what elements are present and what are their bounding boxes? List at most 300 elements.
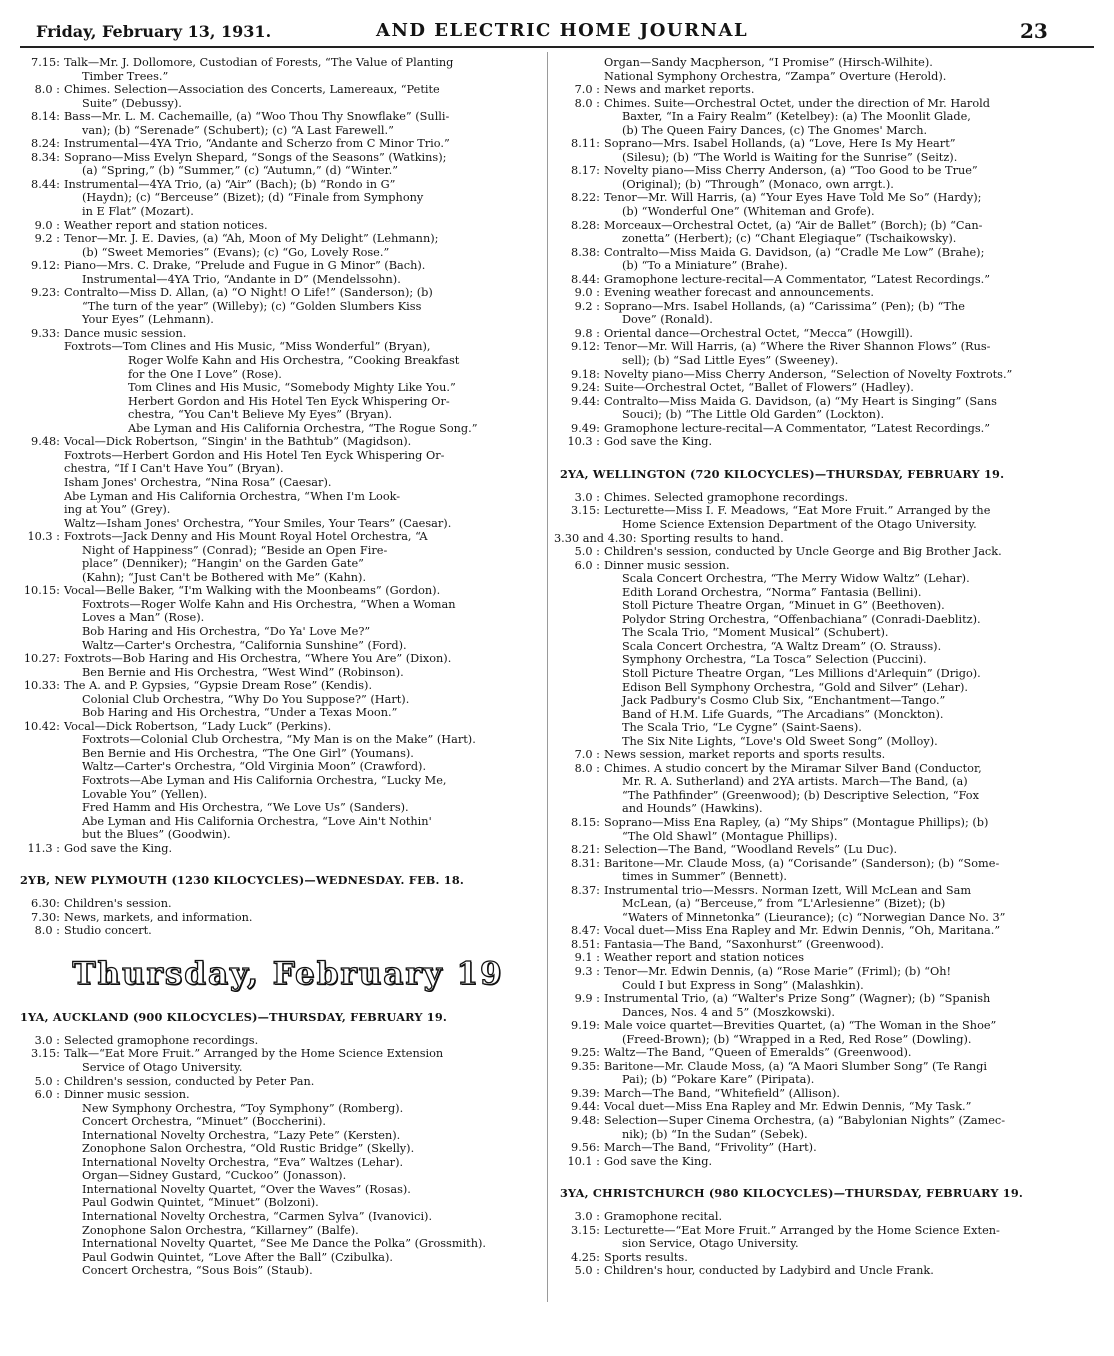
entry-line: Could I but Express in Song” (Malashkin). — [622, 978, 864, 992]
schedule-entry — [14, 178, 542, 219]
day-heading: Thursday, February 19 — [72, 955, 504, 992]
entry-line: Band of H.M. Life Guards, “The Arcadians” (Monckton). — [622, 707, 944, 721]
entry-text — [600, 938, 1100, 952]
schedule-entry — [554, 1046, 1100, 1060]
header-title: AND ELECTRIC HOME JOURNAL — [376, 20, 749, 41]
entry-time: 9.9 : — [574, 992, 600, 1006]
entry-line: Home Science Extension Department of the Otago University. — [622, 517, 977, 531]
entry-text — [600, 545, 1100, 559]
entry-line: Instrumental trio—Messrs. Norman Izett, Will McLean and Sam — [604, 883, 972, 897]
entry-line: Service of Otago University. — [82, 1061, 243, 1074]
entry-line: Dinner music session. — [604, 558, 730, 572]
entry-line: Selection—Super Cinema Orchestra, (a) “Babylonian Nights” (Zamec- — [604, 1114, 1006, 1128]
schedule-entry — [554, 884, 1100, 925]
entry-text — [600, 1210, 1100, 1224]
entry-line: place” (Denniker); “Hangin' on the Garden Gate” — [82, 557, 364, 571]
entry-line: Lovable You” (Yellen). — [82, 787, 208, 801]
entry-time: 8.28: — [571, 218, 600, 232]
schedule-entry — [554, 381, 1100, 395]
entry-text — [600, 924, 1100, 938]
entry-line: Children's hour, conducted by Ladybird and Uncle Frank. — [604, 1264, 934, 1278]
schedule-entry — [554, 938, 1100, 952]
entry-text — [60, 584, 542, 652]
entry-line: Baxter, “In a Fairy Realm” (Ketelbey): (a) The Moonlit Glade, — [622, 110, 971, 124]
entry-line: March—The Band, “Frivolity” (Hart). — [604, 1141, 817, 1155]
entry-line: (Original); (b) “Through” (Monaco, own arrgt.). — [622, 177, 894, 191]
entry-line: Morceaux—Orchestral Octet, (a) “Air de Ballet” (Borch); (b) “Can- — [604, 218, 983, 232]
schedule-entry — [554, 368, 1100, 382]
column-divider — [547, 52, 548, 1302]
entry-time: 8.38: — [571, 245, 600, 259]
schedule-entry — [554, 1087, 1100, 1101]
entry-line: International Novelty Orchestra, “Eva” Waltzes (Lehar). — [82, 1155, 404, 1169]
listing-line: Herbert Gordon and His Hotel Ten Eyck Whispering Or- — [128, 394, 450, 408]
station-1ya-schedule — [14, 1034, 542, 1278]
entry-line: Instrumental Trio, (a) “Walter's Prize Song” (Wagner); (b) “Spanish — [604, 992, 991, 1006]
entry-time: 9.56: — [571, 1141, 600, 1155]
listing-line: Roger Wolfe Kahn and His Orchestra, “Cooking Breakfast — [128, 354, 460, 368]
entry-line: but the Blues” (Goodwin). — [82, 828, 231, 842]
entry-line: The Scala Trio, “Le Cygne” (Saint-Saens). — [622, 721, 862, 735]
entry-line: Vocal duet—Miss Ena Rapley and Mr. Edwin Dennis, “My Task.” — [604, 1100, 972, 1114]
schedule-entry — [554, 504, 1100, 531]
entry-line: Vocal—Dick Robertson, “Singin' in the Bathtub” (Magidson). — [64, 435, 412, 449]
entry-text — [600, 191, 1100, 218]
entry-text — [600, 816, 1100, 843]
entry-line: The A. and P. Gypsies, “Gypsie Dream Rose” (Kendis). — [64, 679, 373, 693]
entry-line: Colonial Club Orchestra, “Why Do You Suppose?” (Hart). — [82, 692, 410, 706]
entry-line: Vocal—Belle Baker, “I'm Walking with the Moonbeams” (Gordon). — [64, 584, 441, 598]
schedule-entry — [554, 97, 1100, 138]
listing-line: Waltz—Isham Jones' Orchestra, “Your Smiles, Your Tears” (Caesar). — [64, 516, 452, 530]
entry-line: Instrumental—4YA Trio, (a) “Air” (Bach); (b) “Rondo in G” — [64, 177, 396, 191]
schedule-entry — [554, 435, 1100, 449]
entry-text — [600, 1264, 1100, 1278]
entry-line: (Silesu); (b) “The World is Waiting for the Sunrise” (Seitz). — [622, 150, 958, 164]
schedule-entry — [554, 1264, 1100, 1278]
entry-line: Sporting results to hand. — [640, 531, 784, 545]
listing-line: National Symphony Orchestra, “Zampa” Overture (Herold). — [604, 69, 947, 83]
schedule-entry — [554, 164, 1100, 191]
entry-line: Foxtrots—Abe Lyman and His California Orchestra, “Lucky Me, — [82, 773, 447, 787]
entry-line: Dances, Nos. 4 and 5” (Moszkowski). — [622, 1005, 835, 1019]
entry-line: The Six Nite Lights, “Love's Old Sweet Song” (Molloy). — [622, 734, 938, 748]
entry-text — [600, 137, 1100, 164]
entry-text — [600, 286, 1100, 300]
entry-line: News and market reports. — [604, 83, 755, 97]
entry-line: sion Service, Otago University. — [622, 1237, 799, 1251]
entry-time: 9.3 : — [574, 965, 600, 978]
schedule-entry — [14, 679, 542, 720]
schedule-entry — [554, 137, 1100, 164]
schedule-entry — [554, 992, 1100, 1019]
entry-line: International Novelty Quartet, “See Me Dance the Polka” (Grossmith). — [82, 1237, 486, 1251]
entry-time: 9.24: — [571, 381, 600, 395]
entry-line: Piano—Mrs. C. Drake, “Prelude and Fugue in G Minor” (Bach). — [64, 259, 426, 273]
schedule-entry — [554, 327, 1100, 341]
entry-line: Loves a Man” (Rose). — [82, 611, 205, 625]
schedule-entry — [554, 286, 1100, 300]
entry-time: 9.2 : — [34, 232, 60, 246]
entry-text — [60, 110, 542, 137]
schedule-entry — [14, 924, 542, 938]
entry-line: Suite—Orchestral Octet, “Ballet of Flowers” (Hadley). — [604, 381, 914, 395]
entry-line: Chimes. Selection—Association des Concerts, Lamereaux, “Petite — [64, 83, 440, 97]
entry-line: Paul Godwin Quintet, “Minuet” (Bolzoni). — [82, 1196, 319, 1210]
schedule-entry — [14, 110, 542, 137]
entry-time: 5.0 : — [574, 1264, 600, 1278]
entry-time: 8.21: — [571, 843, 600, 857]
entry-time: 8.22: — [571, 191, 600, 205]
foxtrot-listing-1 — [14, 340, 542, 435]
schedule-entry — [554, 532, 1100, 546]
entry-line: God save the King. — [604, 1154, 713, 1168]
entry-time: 6.0 : — [34, 1088, 60, 1102]
entry-line: Dance music session. — [64, 326, 187, 340]
entry-line: sell); (b) “Sad Little Eyes” (Sweeney). — [622, 354, 839, 368]
schedule-entry — [554, 857, 1100, 884]
schedule-entry — [554, 273, 1100, 287]
station-heading-2yb: 2YB, NEW PLYMOUTH (1230 KILOCYCLES)—WEDNESDAY. FEB. 18. — [20, 873, 465, 888]
entry-line: Contralto—Miss Maida G. Davidson, (a) “My Heart is Singing” (Sans — [604, 394, 997, 408]
program-block-2b — [14, 449, 542, 530]
entry-line: Tenor—Mr. Will Harris, (a) “Your Eyes Have Told Me So” (Hardy); — [604, 191, 982, 205]
schedule-entry — [14, 232, 542, 259]
entry-time: 8.0 : — [34, 924, 60, 938]
entry-text — [60, 720, 542, 842]
station-2yb-schedule — [14, 897, 542, 938]
entry-time: 10.3 : — [567, 435, 600, 449]
entry-line: God save the King. — [604, 435, 713, 449]
entry-text — [600, 762, 1100, 816]
schedule-entry — [14, 652, 542, 679]
entry-time: 9.44: — [571, 1100, 600, 1114]
entry-text — [600, 300, 1100, 327]
station-heading-1ya: 1YA, AUCKLAND (900 KILOCYCLES)—THURSDAY, FEBRUARY 19. — [20, 1009, 448, 1024]
entry-text — [600, 1224, 1100, 1251]
entry-line: zonetta” (Herbert); (c) “Chant Elegiaque” (Tschaikowsky). — [622, 232, 957, 246]
schedule-entry — [554, 340, 1100, 367]
entry-line: Oriental dance—Orchestral Octet, “Mecca” (Howgill). — [604, 326, 914, 340]
entry-line: Instrumental—4YA Trio, “Andante and Scherzo from C Minor Trio.” — [64, 137, 450, 151]
entry-line: News session, market reports and sports results. — [604, 748, 886, 762]
foxtrot-lines — [14, 354, 542, 435]
entry-line: “Waters of Minnetonka” (Lieurance); (c) “Norwegian Dance No. 3” — [622, 910, 1006, 924]
entry-time: 6.0 : — [574, 558, 600, 572]
header-date: Friday, February 13, 1931. — [36, 22, 272, 41]
entry-line: Chimes. Selected gramophone recordings. — [604, 490, 849, 504]
entry-text — [60, 286, 542, 327]
entry-line: Talk—Mr. J. Dollomore, Custodian of Forests, “The Value of Planting — [64, 56, 454, 69]
entry-line: Soprano—Mrs. Isabel Hollands, (a) “Carissima” (Pen); (b) “The — [604, 299, 965, 313]
entry-time: 9.0 : — [574, 286, 600, 300]
station-2ya-schedule — [554, 491, 1100, 1168]
entry-text — [600, 1046, 1100, 1060]
entry-time: 8.14: — [31, 110, 60, 124]
entry-line: Baritone—Mr. Claude Moss, (a) “A Maori Slumber Song” (Te Rangi — [604, 1059, 988, 1073]
entry-text — [60, 652, 542, 679]
entry-time: 8.44: — [31, 177, 60, 191]
listing-line: Abe Lyman and His California Orchestra, “When I'm Look- — [64, 489, 401, 503]
entry-line: Tenor—Mr. J. E. Davies, (a) “Ah, Moon of My Delight” (Lehmann); — [64, 232, 439, 246]
entry-time: 8.34: — [31, 150, 60, 164]
schedule-entry — [554, 300, 1100, 327]
entry-line: Scala Concert Orchestra, “The Merry Widow Waltz” (Lehar). — [622, 572, 970, 586]
entry-text — [600, 951, 1100, 965]
schedule-entry — [14, 327, 542, 341]
entry-line: van); (b) “Serenade” (Schubert); (c) “A Last Farewell.” — [82, 123, 394, 137]
listing-line: chestra, “If I Can't Have You” (Bryan). — [64, 462, 284, 476]
entry-line: Stoll Picture Theatre Organ, “Les Millions d'Arlequin” (Drigo). — [622, 666, 981, 680]
schedule-entry — [14, 720, 542, 842]
entry-line: Instrumental—4YA Trio, “Andante in D” (Mendelssohn). — [82, 272, 401, 286]
entry-line: Weather report and station notices — [604, 951, 805, 965]
entry-text — [600, 884, 1100, 925]
schedule-entry — [554, 748, 1100, 762]
entry-line: McLean, (a) “Berceuse,” from “L'Arlesienne” (Bizet); (b) — [622, 897, 946, 911]
entry-text — [60, 897, 542, 911]
schedule-entry — [14, 842, 542, 856]
entry-line: Selected gramophone recordings. — [64, 1033, 259, 1047]
entry-text — [60, 83, 542, 110]
entry-line: Contralto—Miss D. Allan, (a) “O Night! O Life!” (Sanderson); (b) — [64, 286, 433, 300]
schedule-entry — [554, 965, 1100, 992]
schedule-entry — [554, 246, 1100, 273]
entry-text — [60, 232, 542, 259]
entry-time: 10.27: — [23, 652, 60, 666]
schedule-entry — [14, 151, 542, 178]
schedule-entry — [554, 1019, 1100, 1046]
schedule-entry — [554, 559, 1100, 749]
entry-line: March—The Band, “Whitefield” (Allison). — [604, 1086, 840, 1100]
schedule-entry — [14, 1047, 542, 1074]
entry-time: 10.33: — [23, 679, 60, 693]
entry-line: News, markets, and information. — [64, 910, 253, 924]
entry-time: 9.48: — [31, 435, 60, 449]
entry-line: Evening weather forecast and announcements. — [604, 286, 875, 300]
entry-text — [60, 137, 542, 151]
entry-line: Organ—Sidney Gustard, “Cuckoo” (Jonasson). — [82, 1169, 347, 1183]
schedule-entry — [14, 911, 542, 925]
entry-line: Zonophone Salon Orchestra, “Old Rustic Bridge” (Skelly). — [82, 1142, 415, 1156]
entry-line: Souci); (b) “The Little Old Garden” (Lockton). — [622, 408, 885, 422]
entry-line: Dinner music session. — [64, 1088, 190, 1102]
entry-time: 7.30: — [31, 910, 60, 924]
entry-line: Novelty piano—Miss Cherry Anderson, “Selection of Novelty Foxtrots.” — [604, 367, 1013, 381]
entry-text — [600, 422, 1100, 436]
entry-text — [600, 1019, 1100, 1046]
entry-line: Waltz—Carter's Orchestra, “Old Virginia Moon” (Crawford). — [82, 760, 427, 774]
entry-line: Edison Bell Symphony Orchestra, “Gold and Silver” (Lehar). — [622, 680, 969, 694]
entry-time: 3.15: — [31, 1047, 60, 1061]
entry-time: 7.0 : — [574, 748, 600, 762]
entry-line: The Scala Trio, “Moment Musical” (Schubert). — [622, 626, 889, 640]
entry-text — [600, 504, 1100, 531]
entry-time: 3.15: — [571, 1223, 600, 1237]
entry-line: “The Pathfinder” (Greenwood); (b) Descriptive Selection, “Fox — [622, 788, 979, 802]
entry-line: Foxtrots—Bob Haring and His Orchestra, “Where You Are” (Dixon). — [64, 652, 452, 666]
entry-line: nik); (b) “In the Sudan” (Sebek). — [622, 1127, 808, 1141]
entry-line: Children's session, conducted by Peter Pan. — [64, 1074, 315, 1088]
entry-time: 8.44: — [571, 272, 600, 286]
entry-line: Lecturette—“Eat More Fruit.” Arranged by the Home Science Exten- — [604, 1223, 1000, 1237]
entry-text — [600, 246, 1100, 273]
entry-line: Lecturette—Miss I. F. Meadows, “Eat More Fruit.” Arranged by the — [604, 504, 991, 518]
entry-line: Pai); (b) “Pokare Kare” (Piripata). — [622, 1073, 815, 1087]
entry-time: 9.18: — [571, 367, 600, 381]
entry-time: 9.23: — [31, 286, 60, 300]
schedule-entry — [554, 1114, 1100, 1141]
entry-text — [60, 530, 542, 584]
entry-line: Male voice quartet—Brevities Quartet, (a) “The Woman in the Shoe” — [604, 1019, 997, 1033]
listing-line: Tom Clines and His Music, “Somebody Mighty Like You.” — [128, 381, 456, 395]
listing-line: for the One I Love” (Rose). — [128, 367, 282, 381]
entry-line: Bob Haring and His Orchestra, “Do Ya' Love Me?” — [82, 624, 371, 638]
entry-line: Dove” (Ronald). — [622, 313, 713, 327]
schedule-entry — [554, 1060, 1100, 1087]
entry-line: Foxtrots—Colonial Club Orchestra, “My Man is on the Make” (Hart). — [82, 733, 476, 747]
entry-line: Gramophone lecture-recital—A Commentator, “Latest Recordings.” — [604, 272, 991, 286]
entry-text — [600, 340, 1100, 367]
entry-text — [600, 1114, 1100, 1141]
schedule-entry — [14, 1075, 542, 1089]
entry-text — [600, 559, 1100, 749]
entry-time: 9.12: — [31, 259, 60, 273]
entry-time: 3.0 : — [574, 1210, 600, 1224]
schedule-entry — [14, 530, 542, 584]
entry-text — [600, 1100, 1100, 1114]
schedule-entry — [554, 951, 1100, 965]
entry-text — [600, 164, 1100, 191]
entry-text — [600, 1155, 1100, 1169]
entry-line: Fantasia—The Band, “Saxonhurst” (Greenwood). — [604, 937, 884, 951]
station-3ya-schedule — [554, 1210, 1100, 1278]
entry-text — [60, 219, 542, 233]
schedule-entry — [554, 1100, 1100, 1114]
entry-time: 9.8 : — [574, 326, 600, 340]
entry-text — [600, 748, 1100, 762]
entry-line: Night of Happiness” (Conrad); “Beside an Open Fire- — [82, 543, 388, 557]
entry-line: Vocal—Dick Robertson, “Lady Luck” (Perkins). — [64, 719, 332, 733]
schedule-entry — [554, 816, 1100, 843]
schedule-entry — [14, 219, 542, 233]
schedule-entry — [14, 1034, 542, 1048]
entry-line: Abe Lyman and His California Orchestra, “Love Ain't Nothin' — [82, 814, 432, 828]
entry-time: 9.39: — [571, 1086, 600, 1100]
entry-text — [600, 219, 1100, 246]
entry-line: (b) “Sweet Memories” (Evans); (c) “Go, Lovely Rose.” — [82, 245, 390, 259]
entry-text — [60, 842, 542, 856]
schedule-entry — [14, 897, 542, 911]
entry-text — [600, 395, 1100, 422]
entry-time: 7.0 : — [574, 83, 600, 97]
entry-line: Talk—“Eat More Fruit.” Arranged by the Home Science Extension — [64, 1047, 444, 1061]
entry-time: 9.25: — [571, 1046, 600, 1060]
entry-line: Foxtrots—Roger Wolfe Kahn and His Orchestra, “When a Woman — [82, 597, 456, 611]
schedule-entry — [554, 191, 1100, 218]
schedule-entry — [554, 422, 1100, 436]
entry-time: 8.0 : — [574, 761, 600, 775]
right-column — [554, 56, 1100, 1346]
foxtrot-lead: Foxtrots—Tom Clines and His Music, “Miss Wonderful” (Bryan), — [64, 340, 431, 354]
schedule-entry — [554, 762, 1100, 816]
entry-time: 10.15: — [23, 584, 60, 598]
entry-line: Chimes. A studio concert by the Miramar Silver Band (Conductor, — [604, 761, 982, 775]
page-number: 23 — [1020, 19, 1048, 43]
entry-time: 8.51: — [571, 937, 600, 951]
entry-time: 8.11: — [571, 137, 600, 151]
entry-text — [60, 911, 542, 925]
page-header — [0, 0, 1114, 44]
entry-text — [600, 368, 1100, 382]
entry-line: Bob Haring and His Orchestra, “Under a Texas Moon.” — [82, 706, 398, 720]
header-rule — [20, 46, 1094, 48]
schedule-entry — [14, 56, 542, 83]
entry-line: Polydor String Orchestra, “Offenbachiana” (Conradi-Daeblitz). — [622, 612, 981, 626]
entry-line: International Novelty Orchestra, “Lazy Pete” (Kersten). — [82, 1128, 401, 1142]
program-block-3 — [14, 530, 542, 855]
entry-line: Mr. R. A. Sutherland) and 2YA artists. March—The Band, (a) — [622, 775, 968, 789]
schedule-entry — [14, 286, 542, 327]
entry-line: Selection—The Band, “Woodland Revels” (Lu Duc). — [604, 843, 898, 857]
schedule-entry — [554, 219, 1100, 246]
schedule-entry — [554, 545, 1100, 559]
entry-line: Tenor—Mr. Edwin Dennis, (a) “Rose Marie” (Friml); (b) “Oh! — [604, 965, 952, 978]
entry-text — [60, 1047, 542, 1074]
entry-line: Stoll Picture Theatre Organ, “Minuet in G” (Beethoven). — [622, 599, 945, 613]
entry-line: (b) The Queen Fairy Dances, (c) The Gnomes' March. — [622, 123, 928, 137]
entry-time: 5.0 : — [574, 545, 600, 559]
entry-line: New Symphony Orchestra, “Toy Symphony” (Romberg). — [82, 1101, 404, 1115]
program-block-right-1 — [554, 83, 1100, 449]
schedule-entry — [554, 1251, 1100, 1265]
entry-time: 10.3 : — [27, 530, 60, 544]
entry-line: in E Flat” (Mozart). — [82, 205, 194, 219]
entry-line: Tenor—Mr. Will Harris, (a) “Where the River Shannon Flows” (Rus- — [604, 340, 991, 354]
continued-lines — [554, 56, 1100, 83]
schedule-entry — [554, 83, 1100, 97]
entry-time: 8.17: — [571, 164, 600, 178]
entry-time: 6.30: — [31, 897, 60, 911]
program-block-1 — [14, 56, 542, 340]
entry-line: (Freed-Brown); (b) “Wrapped in a Red, Red Rose” (Dowling). — [622, 1032, 972, 1046]
entry-time: 8.0 : — [574, 96, 600, 110]
entry-time: 9.49: — [571, 421, 600, 435]
entry-line: Children's session. — [64, 897, 172, 911]
entry-time: 9.2 : — [574, 299, 600, 313]
schedule-entry — [14, 83, 542, 110]
listing-line: chestra, “You Can't Believe My Eyes” (Bryan). — [128, 408, 393, 422]
entry-line: Sports results. — [604, 1250, 688, 1264]
entry-time: 5.0 : — [34, 1074, 60, 1088]
entry-line: Chimes. Suite—Orchestral Octet, under the direction of Mr. Harold — [604, 96, 990, 110]
entry-text — [60, 435, 542, 449]
listing-line: Abe Lyman and His California Orchestra, “The Rogue Song.” — [128, 421, 478, 435]
entry-line: Edith Lorand Orchestra, “Norma” Fantasia (Bellini). — [622, 585, 922, 599]
entry-text — [600, 1141, 1100, 1155]
program-block-2 — [14, 435, 542, 449]
entry-line: God save the King. — [64, 841, 173, 855]
entry-line: International Novelty Orchestra, “Carmen Sylva” (Ivanovici). — [82, 1210, 433, 1224]
schedule-entry — [14, 259, 542, 286]
entry-time: 3.0 : — [34, 1033, 60, 1047]
entry-time: 4.25: — [571, 1250, 600, 1264]
entry-time: 8.31: — [571, 856, 600, 870]
entry-line: (a) “Spring,” (b) “Summer,” (c) “Autumn,” (d) “Winter.” — [82, 164, 399, 178]
entry-text — [60, 178, 542, 219]
station-heading-2ya: 2YA, WELLINGTON (720 KILOCYCLES)—THURSDAY, FEBRUARY 19. — [560, 466, 1005, 481]
entry-time: 11.3 : — [27, 841, 60, 855]
